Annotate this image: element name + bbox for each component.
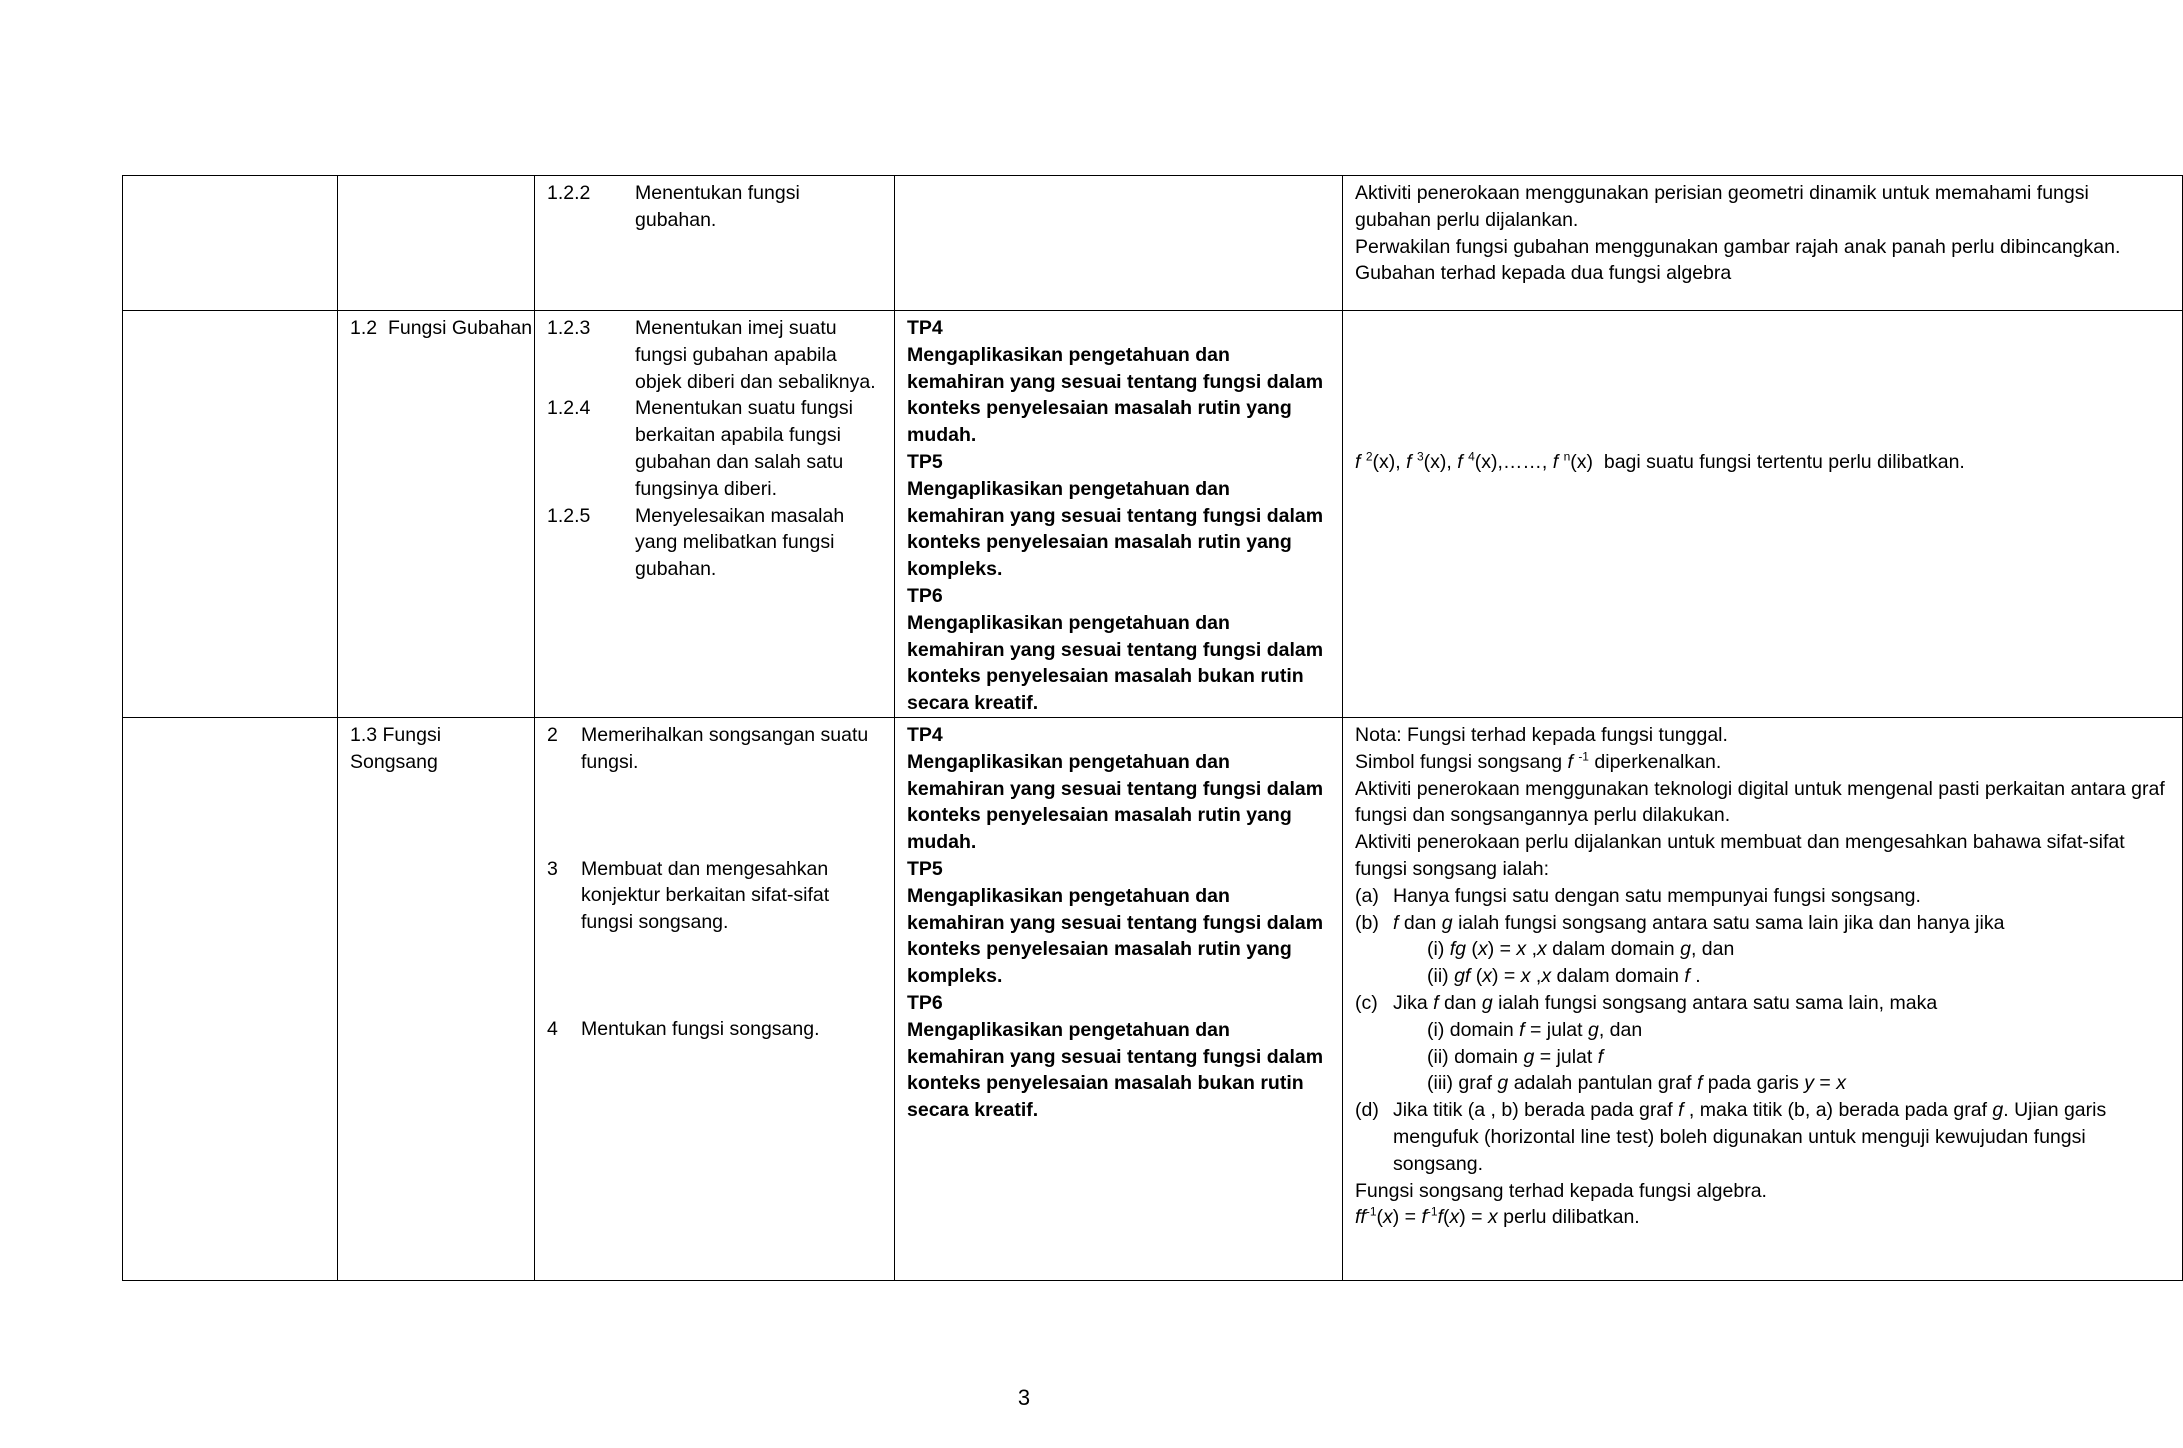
learning-standard-item bbox=[547, 503, 882, 583]
learning-standard-cell bbox=[535, 176, 895, 311]
tp-label: TP6 bbox=[907, 991, 943, 1014]
tp-text: Mengaplikasikan pengetahuan dan kemahiran yang sesuai tentang fungsi dalam konteks penyelesaian masalah rutin yang mudah. bbox=[907, 343, 1324, 447]
learning-standard-text: Menentukan imej suatu fungsi gubahan apabila objek diberi dan sebaliknya. bbox=[635, 317, 876, 393]
learning-standard-number: 1.2.2 bbox=[547, 182, 591, 204]
note-sub-item: (i) domain f = julat g, dan bbox=[1427, 1018, 1643, 1041]
learning-standard-cell bbox=[535, 311, 895, 718]
note-fragment: bagi suatu fungsi tertentu perlu dilibatkan. bbox=[1593, 451, 1965, 473]
note-list-item bbox=[1355, 910, 2170, 937]
note-fragment: (ii) bbox=[1427, 965, 1455, 988]
learning-standard-item bbox=[547, 395, 882, 502]
topic-cell bbox=[338, 176, 535, 311]
note-fragment: Simbol fungsi songsang bbox=[1355, 750, 1568, 773]
note-fragment: ialah fungsi songsang antara satu sama lain, maka bbox=[1492, 991, 1938, 1014]
note-line: Fungsi songsang terhad kepada fungsi algebra. bbox=[1355, 1179, 1767, 1202]
learning-standard-text: Mentukan fungsi songsang. bbox=[581, 1017, 820, 1040]
tp-text: Mengaplikasikan pengetahuan dan kemahiran yang sesuai tentang fungsi dalam konteks penyelesaian masalah bukan rutin secara kreatif. bbox=[907, 1018, 1324, 1122]
learning-standard-number: 3 bbox=[547, 857, 558, 880]
note-list-label: (d) bbox=[1355, 1099, 1379, 1122]
learning-standard-item bbox=[547, 856, 882, 936]
tp-label: TP6 bbox=[907, 584, 943, 607]
note-line: Nota: Fungsi terhad kepada fungsi tunggal. bbox=[1355, 723, 1728, 746]
note-line: Perwakilan fungsi gubahan menggunakan gambar rajah anak panah perlu dibincangkan. bbox=[1355, 235, 2121, 258]
notes-cell bbox=[1343, 176, 2183, 311]
topic-title: 1.3 Fungsi Songsang bbox=[350, 723, 442, 773]
tp-text: Mengaplikasikan pengetahuan dan kemahiran yang sesuai tentang fungsi dalam konteks penyelesaian masalah rutin yang kompleks. bbox=[907, 884, 1324, 988]
note-line: Gubahan terhad kepada dua fungsi algebra bbox=[1355, 262, 1732, 285]
note-list-text: Jika f dan g ialah fungsi songsang antara satu sama lain, maka bbox=[1393, 991, 1938, 1014]
note-fragment: diperkenalkan. bbox=[1588, 750, 1722, 773]
note-fragment: (i) bbox=[1427, 938, 1450, 961]
note-line: Simbol fungsi songsang f $^{-1}$ diperkenalkan. bbox=[1355, 749, 1722, 773]
learning-standard-item bbox=[547, 315, 882, 395]
note-line: Aktiviti penerokaan perlu dijalankan untuk membuat dan mengesahkan bahawa sifat-sifat fungsi songsang ialah: bbox=[1355, 831, 2125, 880]
note-fragment: ialah fungsi songsang antara satu sama lain jika dan hanya jika bbox=[1452, 911, 2005, 934]
table-row bbox=[123, 176, 2183, 311]
performance-level-cell bbox=[895, 176, 1343, 311]
table-row bbox=[123, 717, 2183, 1280]
note-line: Aktiviti penerokaan menggunakan teknologi digital untuk mengenal pasti perkaitan antara graf fungsi dan songsangannya perlu dilakukan. bbox=[1355, 777, 2165, 827]
tp-label: TP4 bbox=[907, 317, 943, 339]
note-list-item bbox=[1355, 990, 2170, 1017]
tp-text: Mengaplikasikan pengetahuan dan kemahiran yang sesuai tentang fungsi dalam konteks penyelesaian masalah rutin yang mudah. bbox=[907, 750, 1324, 854]
note-list-label: (c) bbox=[1355, 991, 1378, 1014]
note-line: Aktiviti penerokaan menggunakan perisian geometri dinamik untuk memahami fungsi gubahan perlu dijalankan. bbox=[1355, 182, 2089, 231]
tp-text: Mengaplikasikan pengetahuan dan kemahiran yang sesuai tentang fungsi dalam konteks penyelesaian masalah rutin yang kompleks. bbox=[907, 477, 1324, 581]
note-list-label: (a) bbox=[1355, 884, 1379, 907]
learning-standard-text: Memerihalkan songsangan suatu fungsi. bbox=[581, 723, 869, 773]
curriculum-table bbox=[122, 175, 2183, 1281]
note-sub-item: (iii) graf g adalah pantulan graf f pada garis y = x bbox=[1427, 1072, 1846, 1095]
note-list-label: (b) bbox=[1355, 911, 1379, 934]
learning-standard-item bbox=[547, 1016, 882, 1043]
note-list-item bbox=[1355, 1097, 2170, 1177]
note-fragment: (i) domain bbox=[1427, 1018, 1520, 1041]
learning-standard-number: 4 bbox=[547, 1017, 558, 1040]
note-list-item bbox=[1355, 883, 2170, 910]
note-fragment: dalam domain bbox=[1551, 965, 1685, 988]
note-list-text: Jika titik (a , b) berada pada graf f , maka titik (b, a) berada pada graf g. Ujian garis mengufuk (horizontal line test) boleh digunakan untuk menguji kewujudan fungsi songsang. bbox=[1393, 1099, 2107, 1175]
performance-level-cell bbox=[895, 717, 1343, 1280]
learning-standard-text: Membuat dan mengesahkan konjektur berkaitan sifat-sifat fungsi songsang. bbox=[581, 857, 830, 934]
page-number: 3 bbox=[1017, 1385, 1031, 1410]
note-fragment: pada garis bbox=[1702, 1072, 1805, 1095]
learning-standard-item bbox=[547, 722, 882, 776]
superscript: 4 bbox=[1468, 449, 1475, 464]
note-sub-item: (ii) domain g = julat f bbox=[1427, 1045, 1604, 1068]
learning-standard-number: 1.2.5 bbox=[547, 504, 591, 527]
tp-label: TP4 bbox=[907, 723, 943, 746]
learning-standard-text: Menentukan fungsi gubahan. bbox=[635, 182, 800, 231]
note-fragment: . Ujian garis mengufuk (horizontal line test) boleh digunakan untuk menguji kewujudan fungsi songsang. bbox=[1393, 1099, 2107, 1175]
superscript: 3 bbox=[1416, 449, 1424, 464]
note-fragment: (x), bbox=[1423, 451, 1458, 473]
note-sub-item: (ii) gf (x) = x ,x dalam domain f . bbox=[1427, 965, 1701, 988]
note-line: f $^2$(x), f $^3$(x), f $^4$(x),……, f $^n$(x) bagi suatu fungsi tertentu perlu dilibatkan. bbox=[1355, 449, 1965, 473]
theme-cell bbox=[123, 176, 338, 311]
note-fragment: adalah pantulan graf bbox=[1508, 1072, 1697, 1095]
topic-cell bbox=[338, 311, 535, 718]
note-list-text: Hanya fungsi satu dengan satu mempunyai fungsi songsang. bbox=[1393, 884, 1921, 907]
tp-label: TP5 bbox=[907, 450, 943, 473]
tp-text: Mengaplikasikan pengetahuan dan kemahiran yang sesuai tentang fungsi dalam konteks penyelesaian masalah bukan rutin secara kreatif. bbox=[907, 611, 1324, 715]
curriculum-table-page bbox=[122, 175, 2165, 1229]
superscript: n bbox=[1563, 449, 1571, 464]
notes-cell bbox=[1343, 311, 2183, 718]
superscript: 2 bbox=[1365, 449, 1373, 464]
learning-standard-text: Menentukan suatu fungsi berkaitan apabila fungsi gubahan dan salah satu fungsinya diberi. bbox=[635, 397, 853, 500]
learning-standard-number: 1.2.3 bbox=[547, 317, 591, 339]
note-fragment: Jika bbox=[1393, 991, 1434, 1014]
learning-standard-number: 2 bbox=[547, 723, 558, 746]
note-fragment: Jika titik (a , b) berada pada graf bbox=[1393, 1099, 1679, 1122]
theme-cell bbox=[123, 311, 338, 718]
note-fragment: (iii) graf bbox=[1427, 1072, 1498, 1095]
note-fragment: perlu dilibatkan. bbox=[1497, 1206, 1640, 1229]
learning-standard-cell bbox=[535, 717, 895, 1280]
topic-title: 1.2 Fungsi Gubahan bbox=[350, 317, 533, 339]
superscript: -1 bbox=[1578, 749, 1589, 764]
table-row bbox=[123, 311, 2183, 718]
learning-standard-number: 1.2.4 bbox=[547, 397, 591, 420]
learning-standard-item bbox=[547, 180, 882, 234]
performance-level-cell bbox=[895, 311, 1343, 718]
note-fragment: , maka titik (b, a) berada pada graf bbox=[1683, 1099, 1993, 1122]
note-fragment: (x),……, bbox=[1474, 451, 1553, 473]
tp-label: TP5 bbox=[907, 857, 943, 880]
note-list-text: f dan g ialah fungsi songsang antara satu sama lain jika dan hanya jika bbox=[1393, 911, 2005, 934]
note-fragment: (x), bbox=[1372, 451, 1407, 473]
note-line: $ff^{-1}(x) = f^{-1}f(x) = x$ perlu dilibatkan. bbox=[1355, 1204, 1640, 1229]
topic-cell bbox=[338, 717, 535, 1280]
note-fragment: dalam domain bbox=[1546, 938, 1681, 961]
notes-cell bbox=[1343, 717, 2183, 1280]
note-sub-item: (i) fg (x) = x ,x dalam domain g, dan bbox=[1427, 938, 1735, 961]
learning-standard-text: Menyelesaikan masalah yang melibatkan fungsi gubahan. bbox=[635, 504, 845, 581]
note-fragment: (ii) domain bbox=[1427, 1045, 1524, 1068]
note-fragment: (x) bbox=[1570, 451, 1594, 473]
theme-cell bbox=[123, 717, 338, 1280]
